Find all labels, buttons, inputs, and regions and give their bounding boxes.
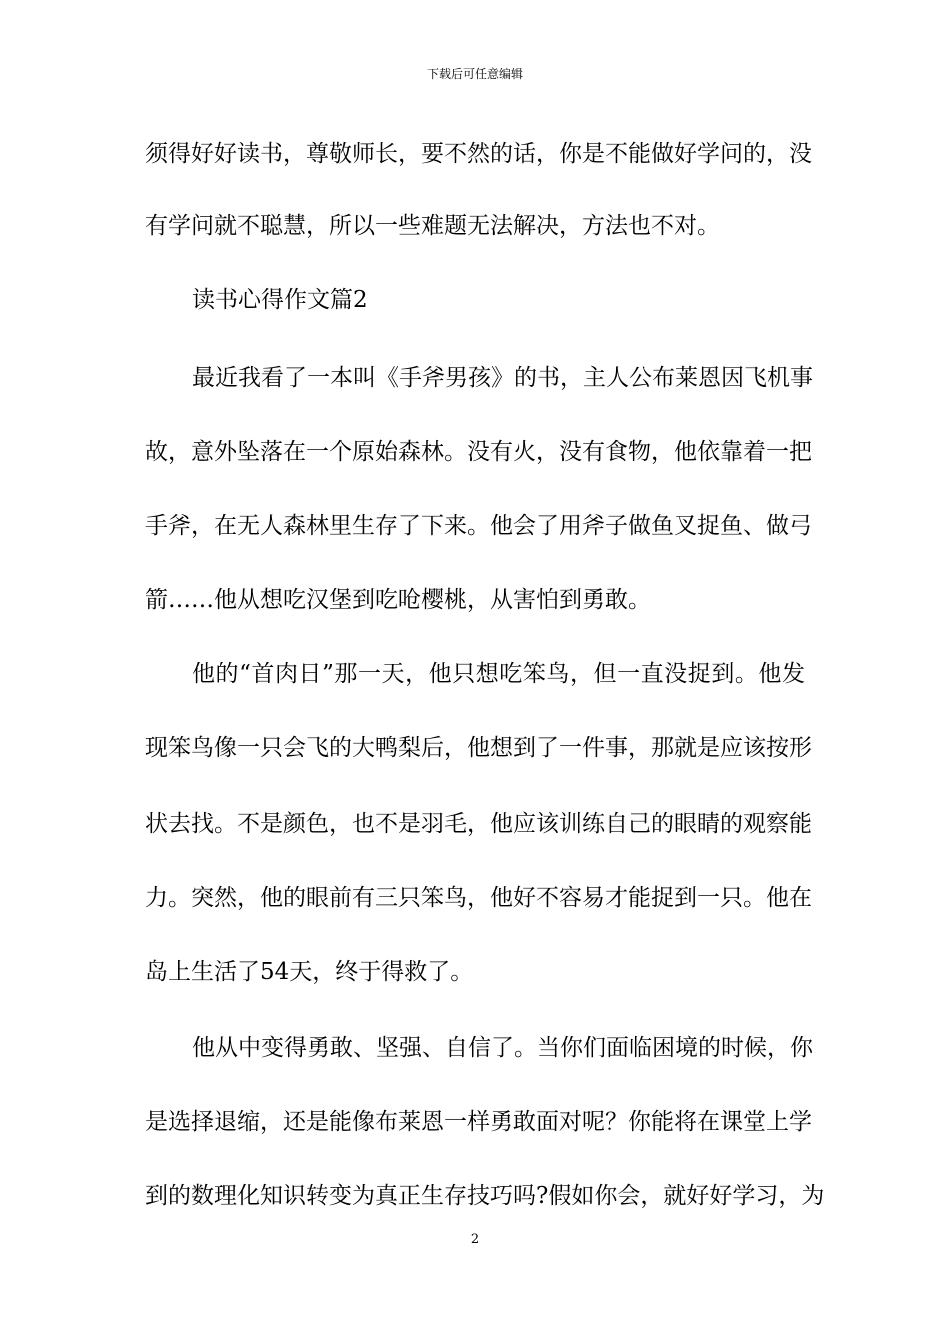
text-line: 力。突然，他的眼前有三只笨鸟，他好不容易才能捉到一只。他在 — [145, 885, 812, 911]
text-line: 岛上生活了54天，终于得救了。 — [145, 959, 474, 985]
text-line: 箭……他从想吃汉堡到吃呛樱桃，从害怕到勇敢。 — [145, 587, 651, 613]
text-line: 到的数理化知识转变为真正生存技巧吗?假如你会，就好好学习，为 — [145, 1183, 825, 1209]
text-line: 状去找。不是颜色，也不是羽毛，他应该训练自己的眼睛的观察能 — [145, 811, 812, 837]
section-heading: 读书心得作文篇2 — [192, 287, 368, 313]
page-number: 2 — [470, 1232, 480, 1247]
text-line: 有学问就不聪慧，所以一些难题无法解决，方法也不对。 — [145, 213, 720, 239]
text-line: 他的“首肉日”那一天，他只想吃笨鸟，但一直没捉到。他发 — [192, 661, 805, 687]
text-line: 须得好好读书，尊敬师长，要不然的话，你是不能做好学问的，没 — [145, 141, 812, 167]
text-line: 他从中变得勇敢、坚强、自信了。当你们面临困境的时候，你 — [192, 1035, 813, 1061]
text-line: 故，意外坠落在一个原始森林。没有火，没有食物，他依靠着一把 — [145, 439, 812, 465]
text-line: 现笨鸟像一只会飞的大鸭梨后，他想到了一件事，那就是应该按形 — [145, 735, 812, 761]
text-line: 最近我看了一本叫《手斧男孩》的书，主人公布莱恩因飞机事 — [192, 365, 813, 391]
text-line: 是选择退缩，还是能像布莱恩一样勇敢面对呢？你能将在课堂上学 — [145, 1109, 812, 1135]
text-line: 手斧，在无人森林里生存了下来。他会了用斧子做鱼叉捉鱼、做弓 — [145, 513, 812, 539]
page-header: 下载后可任意编辑 — [426, 67, 523, 81]
